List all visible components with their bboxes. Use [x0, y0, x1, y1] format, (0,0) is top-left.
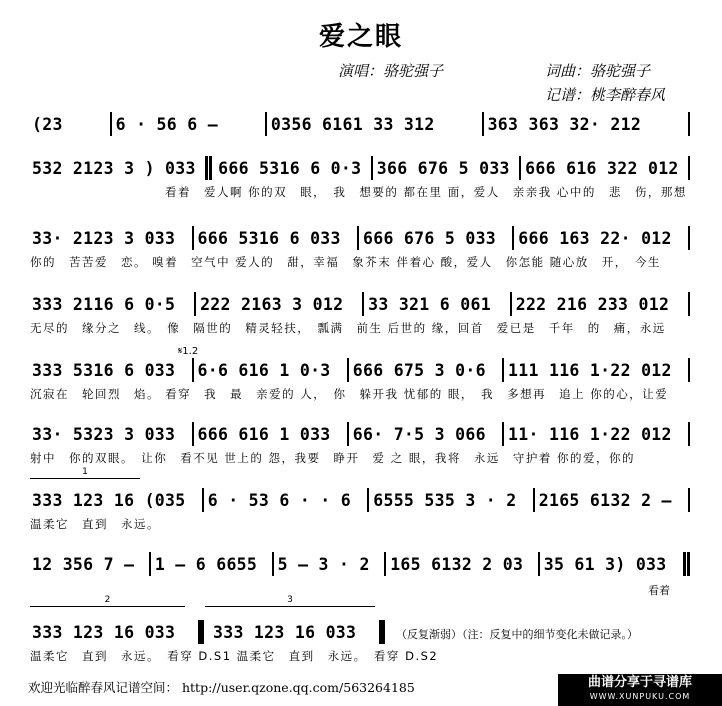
measure: 111 116 1·22 012 — [508, 360, 672, 380]
volta-number: 2 — [104, 595, 111, 605]
measure: 12 356 7 – — [32, 554, 135, 574]
barline — [688, 292, 690, 316]
transcriber-credit: 记谱：桃李醉春风 — [545, 86, 666, 104]
composer-credit: 词曲：骆驼强子 — [545, 62, 651, 80]
score-system-8 — [30, 550, 690, 578]
measure: 165 6132 2 03 — [390, 554, 524, 574]
lyrics-line: 无尽的 缘分之 线。 像 隔世的 精灵轻扶， 瓢满 前生 后世的 缘，回首 爱已是 千年 的 痛，永远 — [30, 321, 666, 335]
volta-number: 3 — [287, 595, 293, 605]
lyric-kanzhe: 看着 — [648, 584, 670, 597]
barline — [688, 422, 690, 446]
volta-number: 1 — [82, 467, 88, 477]
measure: 11· 116 1·22 012 — [508, 424, 672, 444]
measure: 532 2123 3 ) 033 — [32, 158, 196, 178]
measure: 666 163 22· 012 — [518, 228, 672, 248]
brand-url: WWW.XUNPUKU.COM — [589, 692, 691, 701]
lyrics-line: 温柔它 直到 永远。 看穿 D.S1 温柔它 直到 永远。 看穿 D.S2 — [30, 649, 439, 663]
measure: (23 — [32, 114, 63, 134]
repeat-note: （反复渐弱）（注：反复中的细节变化未做记录。） — [396, 628, 638, 641]
score-system-1 — [30, 110, 690, 138]
lyrics-line: 沉寂在 轮回烈 焰。 看穿 我 最 亲爱的 人， 你 躲开我 忧郁的 眼， 我 多想再 追上 你的心，让爱 — [30, 387, 669, 401]
volta-bracket-3 — [205, 595, 375, 615]
measure: 666 5316 6 033 — [197, 228, 341, 248]
measure: 363 363 32· 212 — [487, 114, 642, 134]
measure: 6·6 616 1 0·3 — [197, 360, 331, 380]
barline — [688, 488, 690, 512]
measure: 35 61 3) 033 — [543, 554, 667, 574]
measure: 333 123 16 (035 — [32, 490, 186, 510]
measure: 333 2116 6 0·5 — [32, 294, 176, 314]
footer-note: 欢迎光临醉春风记谱空间： http://user.qzone.qq.com/563264185 — [28, 680, 415, 695]
measure: 366 676 5 033 — [376, 158, 510, 178]
singer-credit: 演唱：骆驼强子 — [338, 62, 444, 80]
score-system-6 — [30, 420, 690, 470]
score-system-3 — [30, 224, 690, 274]
double-barline — [383, 620, 388, 644]
measure: 666 616 322 012 — [525, 158, 679, 178]
song-title: 爱之眼 — [318, 22, 403, 52]
brand-title: 曲谱分享于寻谱库 — [587, 675, 692, 690]
measure: 5 – 3 · 2 — [277, 554, 370, 574]
measure: 666 675 3 0·6 — [352, 360, 486, 380]
barline — [688, 358, 690, 382]
measure: 222 2163 3 012 — [200, 294, 344, 314]
measure: 666 616 1 033 — [197, 424, 331, 444]
lyrics-line: 看着 爱人啊 你的双 眼， 我 想要的 都在里 面，爱人 亲亲我 心中的 悲 伤，那想 — [165, 185, 687, 199]
measure: 666 5316 6 0·3 — [218, 158, 362, 178]
segno-mark: 𝄋1.2 — [178, 346, 199, 357]
score-system-7 — [30, 486, 690, 536]
measure: 6 · 56 6 – — [115, 114, 218, 134]
brand-watermark — [558, 674, 722, 706]
lyrics-line: 射中 你的双眼。 让你 看不见 世上的 怨，我要 睁开 爱 之 眼，我将 永远 守护着 你的爱，你的 — [30, 451, 636, 465]
measure: 6 · 53 6 · · 6 — [207, 490, 352, 510]
lyrics-line: 你的 苦苦爱 恋。 嗅着 空气中 爱人的 甜，幸福 象芥末 伴着心 酸，爱人 你怎能 随心放 开， 今生 — [30, 255, 662, 269]
measure: 2165 6132 2 – — [538, 490, 672, 510]
score-system-9 — [30, 618, 439, 668]
measure: 1 – 6 6655 — [154, 554, 258, 574]
score-system-4 — [30, 290, 690, 340]
double-barline — [202, 620, 207, 644]
measure: 333 5316 6 033 — [32, 360, 176, 380]
lyrics-line: 温柔它 直到 永远。 — [30, 517, 160, 531]
measure: 33· 5323 3 033 — [32, 424, 176, 444]
measure: 66· 7·5 3 066 — [352, 424, 486, 444]
volta-bracket-2 — [30, 595, 185, 615]
measure: 333 123 16 033 — [32, 622, 176, 642]
repeat-end-barline — [687, 552, 690, 576]
measure: 33· 2123 3 033 — [32, 228, 176, 248]
measure: 222 216 233 012 — [515, 294, 670, 314]
measure: 6555 535 3 · 2 — [373, 490, 517, 510]
measure: 333 123 16 033 — [213, 622, 357, 642]
barline — [688, 226, 690, 250]
repeat-barline — [205, 156, 208, 180]
barline — [688, 112, 690, 136]
measure: 666 676 5 033 — [363, 228, 497, 248]
measure: 0356 6161 33 312 — [270, 114, 435, 134]
barline — [688, 156, 690, 180]
score-system-2 — [30, 154, 690, 204]
measure: 33 321 6 061 — [368, 294, 491, 314]
score-system-5 — [30, 356, 690, 406]
